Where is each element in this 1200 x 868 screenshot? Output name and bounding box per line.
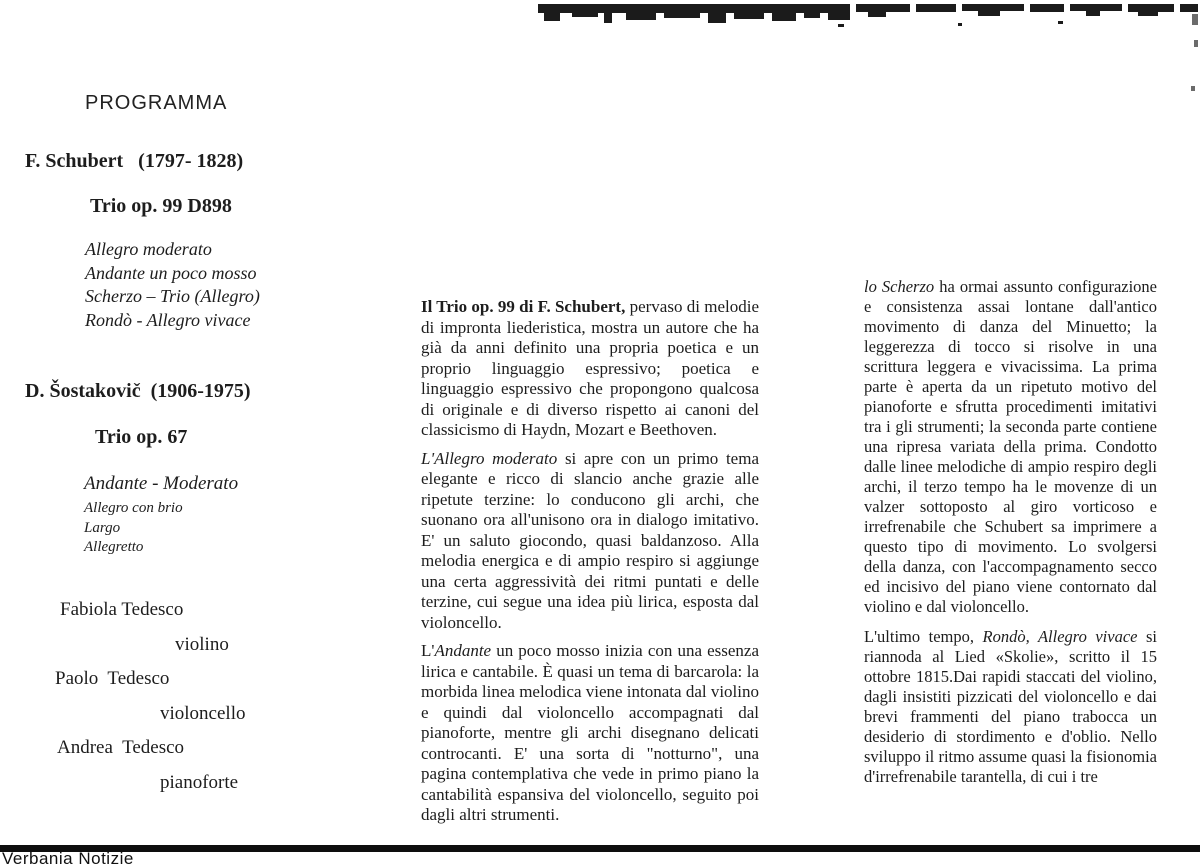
movement-item: Largo: [84, 519, 121, 536]
note-text: si riannoda al Lied «Skolie», scritto il 15 ottobre 1815.Dai rapidi staccati del violino, dagli insistiti pizzicati del violoncello e dai brevi frammenti del piano trabocca un desiderio di stordimento e d'oblio. Nello sviluppo il ritmo assume quasi la fisionomia d'irrefrenabile tarantella, di cui i tre: [864, 627, 1157, 786]
program-notes-column-middle: [421, 297, 759, 834]
note-lead-bold: Il Trio op. 99 di F. Schubert,: [421, 297, 626, 316]
movement-item: Allegro moderato: [85, 239, 212, 259]
program-note-paragraph: [421, 297, 759, 441]
footer-divider-bar: [0, 845, 1200, 852]
note-text: ha ormai assunto configurazione e consistenza assai lontane dall'antico movimento di danza del Minuetto; la leggerezza di tocco si risolve in una scrittura leggera e vivacissima. La prima parte è aperta da un ripetuto motivo del pianoforte e sfrutta procedimenti imitativi tra i gli strumenti; la seconda parte contiene una ripresa variata della prima. Condotto dalle linee melodiche di ampio respiro degli archi, il terzo tempo ha le movenze di un valzer sottoposto al giro vorticoso e irrefrenabile che Schubert sa imprimere a questo tipo di movimento. Lo svolgersi della danza, con l'accompagnamento secco ed incisivo del piano viene contornato dal violino e dal violoncello.: [864, 277, 1157, 616]
note-text: un poco mosso inizia con una essenza lirica e cantabile. È quasi un tema di barcarola: la morbida linea melodica viene intonata dal violino e quindi dal violoncello accompagnati dal pianoforte, mentre gli archi disegnano delicati controcanti. E' una sorta di "notturno", una pagina contemplativa che vede in primo piano la cantabilità espansiva del violoncello, seguito poi dagli altri strumenti.: [421, 641, 760, 824]
performer-name: Fabiola Tedesco: [60, 599, 184, 620]
performer-instrument: violino: [175, 634, 229, 655]
scan-speck: [1191, 86, 1195, 91]
movement-item: Rondò - Allegro vivace: [85, 309, 251, 330]
program-note-paragraph: [864, 277, 1157, 617]
note-lead-italic: L'Allegro moderato: [421, 448, 558, 468]
composer-name-schubert: F. Schubert (1797- 1828): [25, 150, 244, 172]
performer-instrument: pianoforte: [160, 772, 239, 793]
note-text: L'ultimo tempo,: [864, 627, 983, 646]
footer-source-label: Verbania Notizie: [2, 849, 134, 868]
note-text: pervaso di melodie di impronta liederistica, mostra un autore che ha già da anni definito una propria poetica e un proprio linguaggio espressivo; poetica e linguaggio espressivo che propongono qualcosa di originale e di diverso rispetto ai canoni del classicismo di Haydn, Mozart e Beethoven.: [421, 297, 759, 439]
movement-item: Scherzo – Trio (Allegro): [85, 286, 260, 306]
work-title-trio-op67: Trio op. 67: [95, 426, 188, 448]
movement-item: Andante un poco mosso: [85, 262, 257, 283]
note-lead-italic: Andante: [434, 641, 492, 660]
program-note-paragraph: [864, 627, 1157, 787]
program-notes-column-right: [864, 277, 1157, 795]
performer-name: Andrea Tedesco: [57, 737, 185, 758]
note-text: si apre con un primo tema elegante e ricco di slancio anche grazie alle ripetute terzine: lo conducono gli archi, che suonano ora all'unisono ora in dialogo imitativo. E' un saluto giocondo, quasi baldanzoso. Alla melodia energica e di ampio respiro si aggiunge una certa aggressività dei ritmi puntati e delle terzine, cui segue una idea più lirica, esposta dal violoncello.: [421, 448, 759, 632]
page-title: PROGRAMMA: [85, 92, 228, 114]
performer-instrument: violoncello: [160, 703, 246, 724]
movement-list-schubert: [85, 238, 260, 332]
program-note-paragraph: [421, 449, 759, 634]
movement-item: Andante - Moderato: [84, 473, 239, 494]
movement-item: Allegretto: [84, 539, 144, 555]
work-title-trio-op99: Trio op. 99 D898: [90, 195, 232, 217]
program-note-paragraph: [421, 641, 759, 826]
note-text: L': [421, 641, 435, 660]
scan-speck: [1194, 40, 1198, 47]
performer-name: Paolo Tedesco: [55, 668, 170, 689]
scan-artifact-band: [538, 4, 1198, 34]
note-lead-italic: Rondò, Allegro vivace: [982, 627, 1138, 646]
composer-name-sostakovic: D. Šostakovič (1906-1975): [25, 380, 251, 402]
movement-item: Allegro con brio: [84, 500, 183, 516]
scan-speck: [1192, 14, 1198, 25]
note-lead-italic: lo Scherzo: [864, 277, 935, 296]
movement-list-sostakovic: [84, 499, 183, 558]
